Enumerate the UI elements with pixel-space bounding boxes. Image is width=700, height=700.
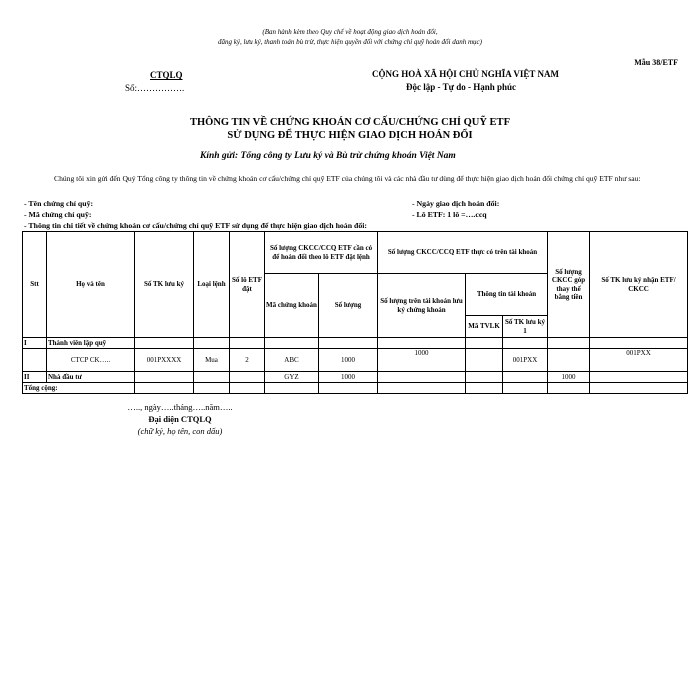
field-trade-date: - Ngày giao dịch hoán đổi: — [412, 199, 500, 208]
cell-cash-substitute — [548, 349, 590, 372]
header-actual-qty: Số lượng trên tài khoản lưu ký chứng khoán — [378, 274, 466, 338]
section-name: Thành viên lập quỹ — [47, 338, 135, 349]
cell-security-code: GYZ — [265, 372, 319, 383]
header-security-code: Mã chứng khoán — [265, 274, 319, 338]
header-account: Số TK lưu ký — [135, 232, 194, 338]
intro-paragraph: Chúng tôi xin gửi đến Quý Tổng công ty thông tin về chứng khoán cơ cấu/chứng chỉ quỹ ETF của chúng tôi và các nhà đầu tư dùng để thực hiện giao dịch hoán đổi chứng chỉ quỹ ETF như sau: — [54, 174, 641, 183]
field-lot-size: - Lô ETF: 1 lô =….ccq — [412, 210, 487, 219]
page-title-line1: THÔNG TIN VỀ CHỨNG KHOÁN CƠ CẤU/CHỨNG CHỈ QUỸ ETF — [190, 117, 510, 128]
cell-actual-qty: 1000 — [378, 349, 466, 372]
cell-account: 001PXXXX — [135, 349, 194, 372]
header-receive-account: Số TK lưu ký nhận ETF/ CKCC — [590, 232, 688, 338]
header-account-1: Số TK lưu ký 1 — [503, 316, 548, 338]
recipient: Kính gửi: Tổng công ty Lưu ký và Bù trừ chứng khoán Việt Nam — [200, 151, 456, 161]
cell-account-1: 001PXX — [503, 349, 548, 372]
page-title-line2: SỬ DỤNG ĐỂ THỰC HIỆN GIAO DỊCH HOÁN ĐỔI — [227, 130, 473, 141]
cell-required-qty: 1000 — [319, 372, 378, 383]
signature-role: Đại diện CTQLQ — [148, 414, 212, 424]
nation-motto: Độc lập - Tự do - Hạnh phúc — [406, 82, 517, 92]
decree-note-line1: (Ban hành kèm theo Quy chế về hoạt động giao dịch hoán đổi, — [262, 28, 438, 36]
section-name: Nhà đầu tư — [47, 372, 135, 383]
signature-date: ….., ngày…..tháng…..năm….. — [127, 402, 233, 412]
cell-lot-count: 2 — [230, 349, 265, 372]
cell-receive-account: 001PXX — [590, 349, 688, 372]
swap-detail-table — [22, 231, 688, 394]
cell-required-qty: 1000 — [319, 349, 378, 372]
org-name: CTQLQ — [150, 70, 183, 80]
section-stt: II — [23, 372, 47, 383]
cell-security-code: ABC — [265, 349, 319, 372]
table-row — [23, 349, 688, 372]
header-order-type: Loại lệnh — [194, 232, 230, 338]
header-stt: Stt — [23, 232, 47, 338]
document-number: Số:……………. — [125, 83, 185, 93]
header-account-info: Thông tin tài khoản — [466, 274, 548, 316]
header-actual-group: Số lượng CKCC/CCQ ETF thực có trên tài khoản — [378, 232, 548, 274]
field-fund-code: - Mã chứng chỉ quỹ: — [24, 210, 92, 219]
form-number: Mẫu 38/ETF — [634, 58, 678, 67]
field-fund-name: - Tên chứng chỉ quỹ: — [24, 199, 94, 208]
header-required-qty: Số lượng — [319, 274, 378, 338]
header-lot-count: Số lô ETF đặt — [230, 232, 265, 338]
header-required-group: Số lượng CKCC/CCQ ETF cần có để hoán đổi theo lô ETF đặt lệnh — [265, 232, 378, 274]
signature-note: (chữ ký, họ tên, con dấu) — [137, 426, 223, 436]
header-name: Họ và tên — [47, 232, 135, 338]
nation-name: CỘNG HOÀ XÃ HỘI CHỦ NGHĨA VIỆT NAM — [372, 69, 559, 79]
table-row — [23, 383, 688, 394]
header-tvlk-code: Mã TVLK — [466, 316, 503, 338]
table-row — [23, 372, 688, 383]
section-stt: I — [23, 338, 47, 349]
field-detail-heading: - Thông tin chi tiết về chứng khoán cơ cấu/chứng chỉ quỹ ETF sử dụng để thực hiện giao dịch hoán đổi: — [24, 221, 367, 230]
total-label: Tổng cộng: — [23, 383, 135, 394]
cell-tvlk-code — [466, 349, 503, 372]
table-row — [23, 338, 688, 349]
cell-name: CTCP CK….. — [47, 349, 135, 372]
decree-note-line2: đăng ký, lưu ký, thanh toán bù trừ, thực hiện quyền đối với chứng chỉ quỹ hoán đổi danh mục) — [218, 38, 482, 46]
cell-order-type: Mua — [194, 349, 230, 372]
header-cash-substitute: Số lượng CKCC góp thay thế bằng tiền — [548, 232, 590, 338]
cell-cash-substitute: 1000 — [548, 372, 590, 383]
